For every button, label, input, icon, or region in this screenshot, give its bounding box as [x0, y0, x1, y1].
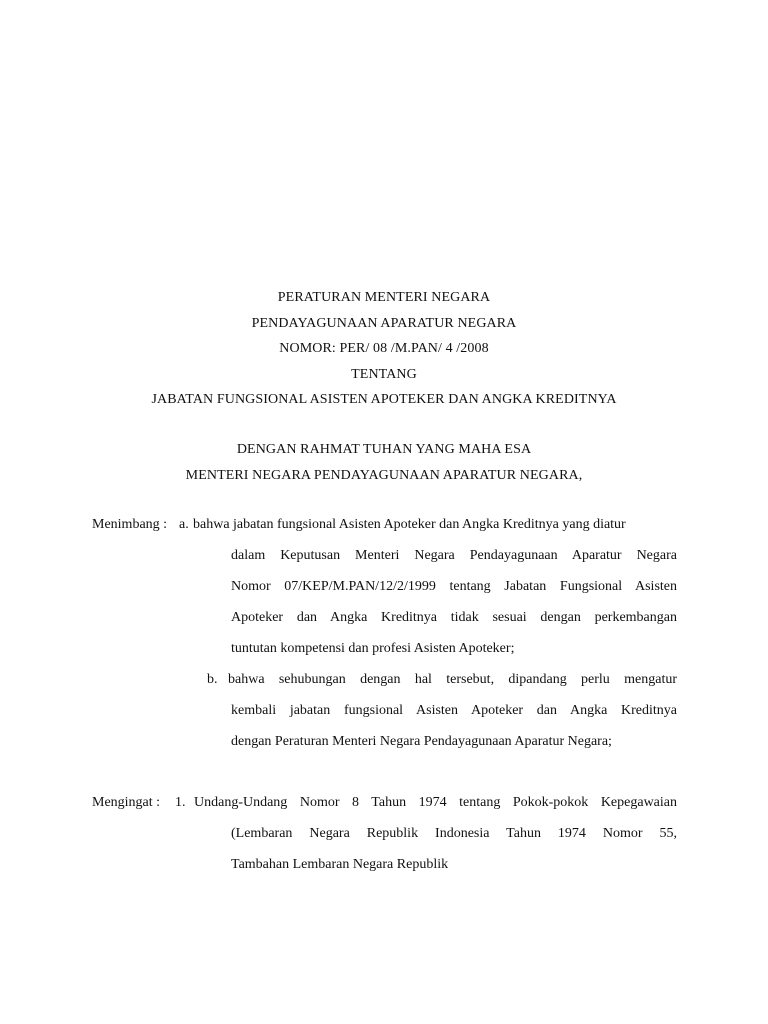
mengingat-label: Mengingat :: [92, 795, 161, 810]
heading-line-4: TENTANG: [351, 367, 417, 382]
menimbang-marker-a: a.: [179, 517, 189, 532]
preamble-line-1: DENGAN RAHMAT TUHAN YANG MAHA ESA: [236, 442, 532, 457]
heading-title: JABATAN FUNGSIONAL ASISTEN APOTEKER DAN ANGKA KREDITNYA: [151, 392, 617, 407]
menimbang-marker-b: b.: [207, 672, 218, 687]
menimbang-a-line-3: Nomor 07/KEP/M.PAN/12/2/1999 tentang Jabatan Fungsional Asisten: [231, 579, 677, 594]
heading-line-1: PERATURAN MENTERI NEGARA: [277, 290, 491, 305]
menimbang-a-line-4: Apoteker dan Angka Kreditnya tidak sesuai dengan perkembangan: [231, 610, 677, 625]
heading-line-3: NOMOR: PER/ 08 /M.PAN/ 4 /2008: [279, 341, 489, 356]
mengingat-1-line-2: (Lembaran Negara Republik Indonesia Tahun 1974 Nomor 55,: [231, 826, 677, 841]
menimbang-b-line-1: bahwa sehubungan dengan hal tersebut, dipandang perlu mengatur: [228, 672, 677, 687]
menimbang-a-line-5: tuntutan kompetensi dan profesi Asisten Apoteker;: [231, 641, 515, 656]
menimbang-b-line-3: dengan Peraturan Menteri Negara Pendayagunaan Aparatur Negara;: [231, 734, 612, 749]
preamble-line-2: MENTERI NEGARA PENDAYAGUNAAN APARATUR NEGARA,: [185, 468, 583, 483]
menimbang-b-line-2: kembali jabatan fungsional Asisten Apoteker dan Angka Kreditnya: [231, 703, 677, 718]
menimbang-a-line-1: bahwa jabatan fungsional Asisten Apoteker dan Angka Kreditnya yang diatur: [193, 517, 626, 532]
menimbang-a-line-2: dalam Keputusan Menteri Negara Pendayagunaan Aparatur Negara: [231, 548, 677, 563]
mengingat-1-line-3: Tambahan Lembaran Negara Republik: [231, 857, 449, 872]
mengingat-1-line-1: Undang-Undang Nomor 8 Tahun 1974 tentang Pokok-pokok Kepegawaian: [194, 795, 677, 810]
heading-line-2: PENDAYAGUNAAN APARATUR NEGARA: [251, 316, 517, 331]
mengingat-marker-1: 1.: [175, 795, 186, 810]
menimbang-label: Menimbang :: [92, 517, 168, 532]
